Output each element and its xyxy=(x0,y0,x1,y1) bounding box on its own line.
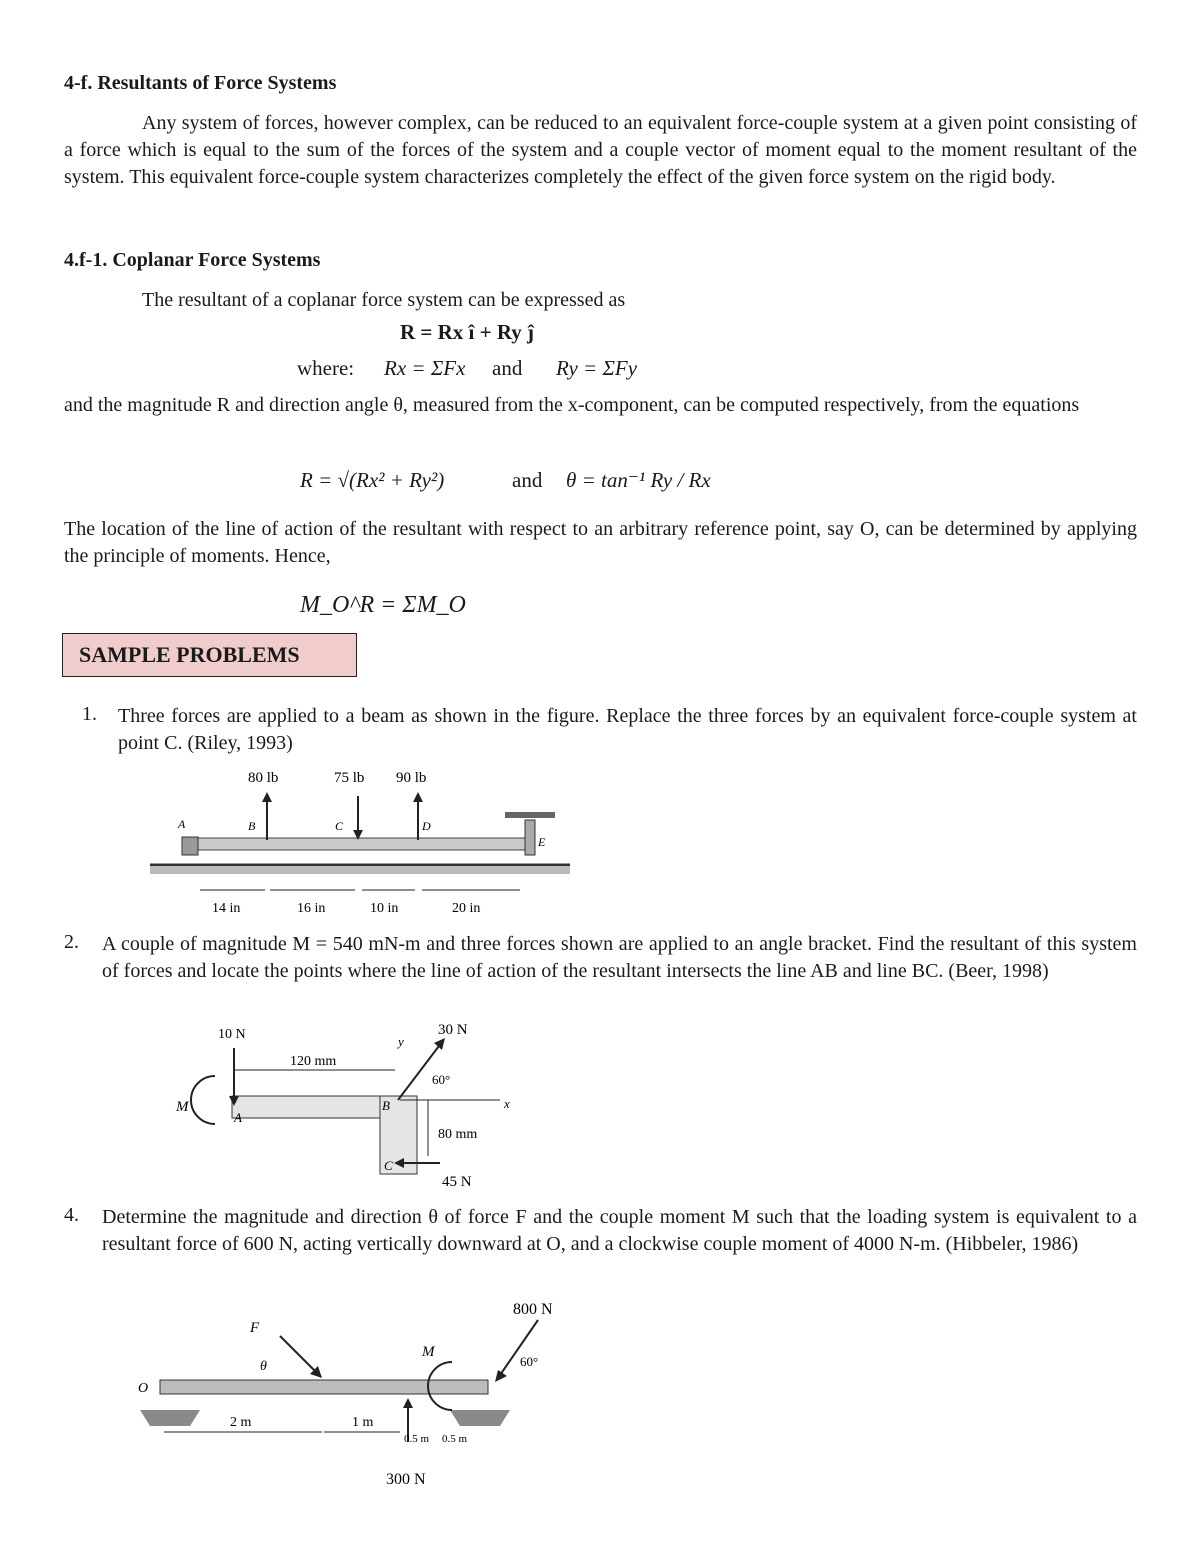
angle-60: 60° xyxy=(520,1354,539,1369)
force-label-45n: 45 N xyxy=(442,1174,472,1190)
point-d: D xyxy=(422,819,431,833)
section-intro: Any system of forces, however complex, can be reduced to an equivalent force-couple system at a given point consisting of a force which is equal to the sum of the forces of the system and a couple vector of moment equal to the moment resultant of the system. This equivalent force-couple system characterizes completely the effect of the given force system on the rigid body. xyxy=(64,112,1137,188)
problem-4-figure xyxy=(130,1292,590,1492)
force-arrow-30n xyxy=(398,1042,442,1100)
force-label-90: 90 lb xyxy=(396,770,427,786)
dim-20in: 20 in xyxy=(452,901,481,916)
point-c: C xyxy=(335,819,344,833)
problem-2-text: A couple of magnitude M = 540 mN-m and three forces shown are applied to an angle bracket. Find the resultant of this system of forces and locate the points where the line of action of the resultant intersects the line AB and line BC. (Beer, 1998) xyxy=(102,933,1137,982)
force-label-30n: 30 N xyxy=(438,1022,468,1038)
problem-2-number: 2. xyxy=(64,931,79,953)
dim-2m: 2 m xyxy=(230,1415,252,1430)
force-arrowhead-30n xyxy=(434,1038,445,1050)
where-label: where: xyxy=(297,356,355,380)
subsection-line2: and the magnitude R and direction angle θ, measured from the x-component, can be computed respectively, from the equations xyxy=(64,394,1080,416)
support-e xyxy=(525,820,535,855)
force-label-75: 75 lb xyxy=(334,770,365,786)
eq-rx: Rx = ΣFx xyxy=(384,356,466,380)
dim-16in: 16 in xyxy=(297,901,326,916)
force-arrow-f xyxy=(280,1336,318,1374)
label-y: y xyxy=(398,1034,404,1049)
support-a xyxy=(182,837,198,855)
label-theta: θ xyxy=(260,1359,267,1374)
eq-resultant: R = Rx î + Ry ĵ xyxy=(400,320,535,344)
and-word: and xyxy=(492,356,523,380)
force-arrowhead-90 xyxy=(413,792,423,802)
dim-0-5m-a: 0.5 m xyxy=(404,1433,430,1445)
point-e: E xyxy=(538,835,546,849)
label-m: M xyxy=(422,1344,435,1360)
point-b: B xyxy=(248,819,256,833)
beam xyxy=(160,1380,488,1394)
problem-4-number: 4. xyxy=(64,1204,79,1226)
force-label-80: 80 lb xyxy=(248,770,279,786)
label-m: M xyxy=(176,1099,189,1115)
label-b: B xyxy=(382,1098,390,1113)
sample-problems-heading: SAMPLE PROBLEMS xyxy=(62,633,357,677)
problem-1-figure xyxy=(140,760,580,920)
dim-0-5m-b: 0.5 m xyxy=(442,1433,468,1445)
support-right xyxy=(450,1410,510,1426)
eq-magnitude: R = √(Rx² + Ry²) xyxy=(300,468,445,492)
eq-moment: M_O^R = ΣM_O xyxy=(300,592,466,618)
point-a: A xyxy=(178,817,186,831)
couple-arrow xyxy=(191,1076,215,1124)
subsection-line3: The location of the line of action of the resultant with respect to an arbitrary reference point, say O, can be determined by applying the principle of moments. Hence, xyxy=(64,518,1137,567)
eq-angle: θ = tan⁻¹ Ry / Rx xyxy=(566,468,711,492)
force-label-300n: 300 N xyxy=(386,1471,426,1488)
dim-120mm: 120 mm xyxy=(290,1054,337,1069)
and-word-2: and xyxy=(512,468,543,492)
support-o xyxy=(140,1410,200,1426)
problem-1-text: Three forces are applied to a beam as shown in the figure. Replace the three forces by an equivalent force-couple system at point C. (Riley, 1993) xyxy=(118,705,1137,754)
problem-4-text: Determine the magnitude and direction θ of force F and the couple moment M such that the loading system is equivalent to a resultant force of 600 N, acting vertically downward at O, and a clockwise couple moment of 4000 N-m. (Hibbeler, 1986) xyxy=(102,1206,1137,1255)
label-x: x xyxy=(504,1096,510,1111)
force-arrowhead-300n xyxy=(403,1398,413,1408)
dim-10in: 10 in xyxy=(370,901,399,916)
dim-1m: 1 m xyxy=(352,1415,374,1430)
force-label-10n: 10 N xyxy=(218,1027,246,1042)
ground-hatch xyxy=(150,866,570,874)
force-arrowhead-800n xyxy=(495,1370,507,1382)
eq-ry: Ry = ΣFy xyxy=(556,356,638,380)
label-o: O xyxy=(138,1381,149,1396)
section-title: 4-f. Resultants of Force Systems xyxy=(64,72,337,94)
subsection-line1: The resultant of a coplanar force system can be expressed as xyxy=(142,289,626,311)
subsection-title: 4.f-1. Coplanar Force Systems xyxy=(64,249,321,271)
support-e-top xyxy=(505,812,555,818)
problem-2-figure xyxy=(170,1018,550,1190)
dim-14in: 14 in xyxy=(212,901,241,916)
angle-60: 60° xyxy=(432,1072,451,1087)
force-label-800n: 800 N xyxy=(513,1301,553,1318)
label-c: C xyxy=(384,1158,393,1173)
label-a: A xyxy=(234,1110,242,1125)
dim-80mm: 80 mm xyxy=(438,1127,478,1142)
problem-1-number: 1. xyxy=(82,703,97,725)
beam xyxy=(188,838,533,850)
label-f: F xyxy=(250,1320,260,1336)
force-arrowhead-80 xyxy=(262,792,272,802)
force-arrow-800n xyxy=(498,1320,538,1378)
